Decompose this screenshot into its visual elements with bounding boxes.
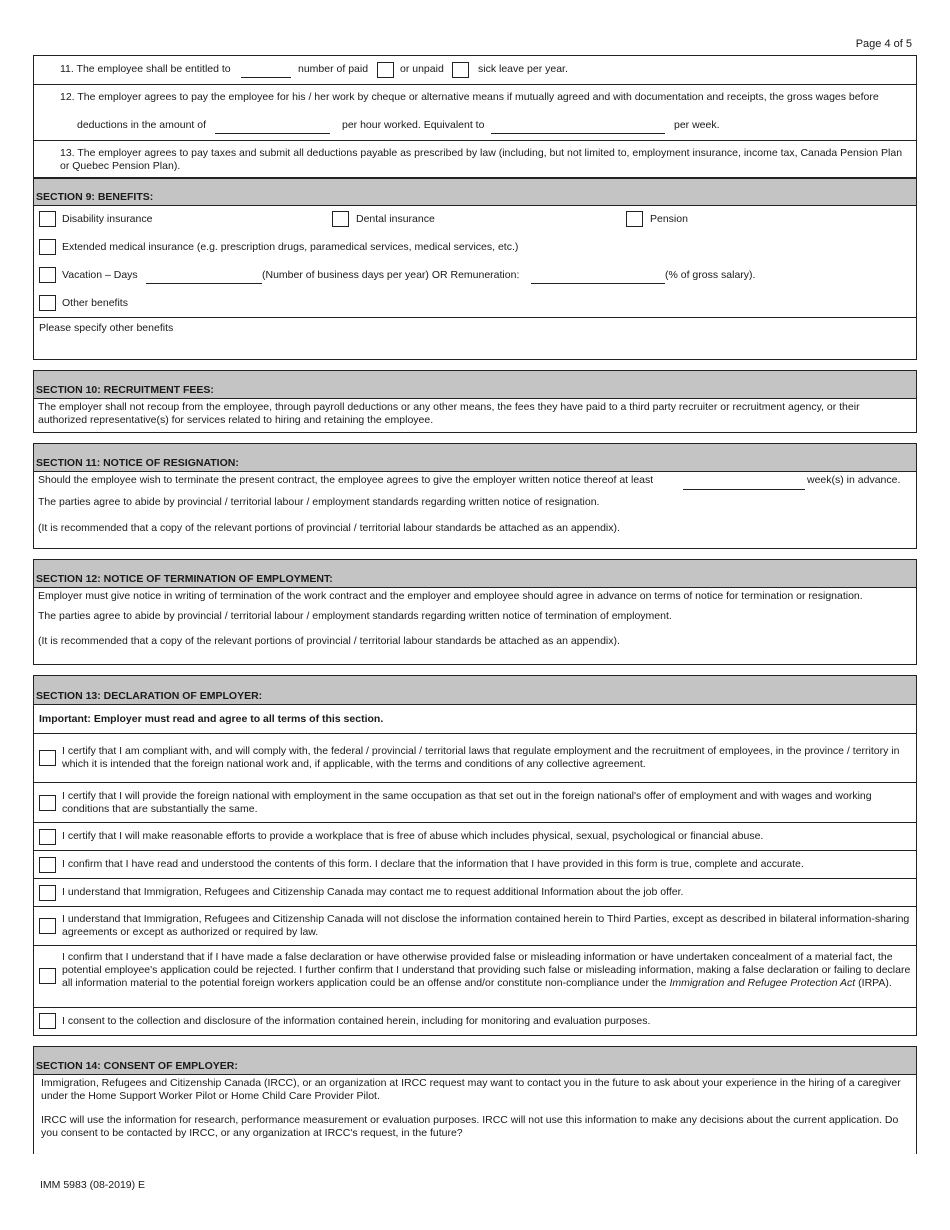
page-number: Page 4 of 5 <box>855 38 912 50</box>
item-12-deductions-label: deductions in the amount of <box>77 119 207 131</box>
extended-medical-checkbox[interactable] <box>39 239 56 255</box>
hourly-wage-field[interactable] <box>215 133 330 134</box>
section-11-box <box>33 443 917 549</box>
resignation-notice-text: Should the employee wish to terminate the present contract, the employee agrees to give the employer written notice thereof at least <box>38 474 654 486</box>
irpa-abbr: (IRPA). <box>855 977 892 989</box>
resignation-weeks-label: week(s) in advance. <box>807 474 901 486</box>
declaration-checkbox-5[interactable] <box>39 885 56 901</box>
section-9-header: SECTION 9: BENEFITS: <box>34 179 916 206</box>
dental-insurance-checkbox[interactable] <box>332 211 349 227</box>
disability-insurance-checkbox[interactable] <box>39 211 56 227</box>
pension-checkbox[interactable] <box>626 211 643 227</box>
declaration-text-6: I understand that Immigration, Refugees and Citizenship Canada will not disclose the information contained herein to Third Parties, except as described in bilateral information-sharing agreements or except as authorized or required by law. <box>62 913 910 938</box>
section-10-header: SECTION 10: RECRUITMENT FEES: <box>34 371 916 399</box>
disability-insurance-label: Disability insurance <box>62 213 153 225</box>
termination-notice-text: Employer must give notice in writing of termination of the work contract and the employer and employee should agree in advance on terms of notice for termination or resignation. <box>38 590 863 602</box>
declaration-checkbox-1[interactable] <box>39 750 56 766</box>
termination-appendix-text: (It is recommended that a copy of the relevant portions of provincial / territorial labour standards be attached as an appendix). <box>38 635 620 647</box>
item-12-text: 12. The employer agrees to pay the employee for his / her work by cheque or alternative means if mutually agreed and with documentation and receipts, the gross wages before <box>60 91 879 103</box>
section-10-box <box>33 370 917 433</box>
sick-leave-days-field[interactable] <box>241 77 291 78</box>
section-14-header: SECTION 14: CONSENT OF EMPLOYER: <box>34 1047 916 1075</box>
unpaid-sick-leave-checkbox[interactable] <box>452 62 469 78</box>
declaration-text-8: I consent to the collection and disclosure of the information contained herein, including for monitoring and evaluation purposes. <box>62 1015 651 1027</box>
vacation-remuneration-field[interactable] <box>531 283 665 284</box>
vacation-days-field[interactable] <box>146 283 262 284</box>
resignation-weeks-field[interactable] <box>683 489 805 490</box>
declaration-checkbox-6[interactable] <box>39 918 56 934</box>
weekly-wage-field[interactable] <box>491 133 665 134</box>
item-12-per-hour-label: per hour worked. Equivalent to <box>342 119 485 131</box>
item-11-unpaid-label: or unpaid <box>400 63 444 75</box>
resignation-standards-text: The parties agree to abide by provincial / territorial labour / employment standards regarding written notice of resignation. <box>38 496 600 508</box>
extended-medical-label: Extended medical insurance (e.g. prescription drugs, paramedical services, medical services, etc.) <box>62 241 519 253</box>
other-benefits-input[interactable] <box>35 335 915 357</box>
declaration-checkbox-2[interactable] <box>39 795 56 811</box>
declaration-text-2: I certify that I will provide the foreign national with employment in the same occupation as that set out in the foreign national's offer of employment and with wages and working conditions that are substantially the same. <box>62 790 872 815</box>
declaration-checkbox-8[interactable] <box>39 1013 56 1029</box>
other-benefits-label: Other benefits <box>62 297 128 309</box>
consent-para-1: Immigration, Refugees and Citizenship Canada (IRCC), or an organization at IRCC request may want to contact you in the future to ask about your experience in the hiring of a caregiver under the Home Support Worker Pilot or Home Child Care Provider Pilot. <box>41 1077 901 1102</box>
declaration-text-4: I confirm that I have read and understood the contents of this form. I declare that the information that I have provided in this form is true, complete and accurate. <box>62 858 804 870</box>
section-13-header: SECTION 13: DECLARATION OF EMPLOYER: <box>34 676 916 705</box>
section-11-header: SECTION 11: NOTICE OF RESIGNATION: <box>34 444 916 472</box>
item-11-suffix: sick leave per year. <box>478 63 568 75</box>
declaration-text-1: I certify that I am compliant with, and will comply with, the federal / provincial / territorial laws that regulate employment and the recruitment of employees, in the province / territory in which it is intended that the foreign national work and, if applicable, with the terms and conditions of any collective agreement. <box>62 745 900 770</box>
section-14-box <box>33 1046 917 1154</box>
termination-standards-text: The parties agree to abide by provincial / territorial labour / employment standards regarding written notice of termination of employment. <box>38 610 672 622</box>
item-13-text: 13. The employer agrees to pay taxes and submit all deductions payable as prescribed by law (including, but not limited to, employment insurance, income tax, Canada Pension Plan or Quebec Pension Plan). <box>60 147 903 172</box>
section-13-box <box>33 675 917 1036</box>
vacation-mid-label: (Number of business days per year) OR Remuneration: <box>262 269 520 281</box>
paid-sick-leave-checkbox[interactable] <box>377 62 394 78</box>
dental-insurance-label: Dental insurance <box>356 213 435 225</box>
section-12-header: SECTION 12: NOTICE OF TERMINATION OF EMPLOYMENT: <box>34 560 916 588</box>
form-code: IMM 5983 (08-2019) E <box>40 1179 146 1191</box>
section-13-important: Important: Employer must read and agree to all terms of this section. <box>39 713 384 725</box>
other-benefits-checkbox[interactable] <box>39 295 56 311</box>
vacation-suffix-label: (% of gross salary). <box>665 269 756 281</box>
item-11-paid-label: number of paid <box>298 63 369 75</box>
declaration-checkbox-4[interactable] <box>39 857 56 873</box>
vacation-checkbox[interactable] <box>39 267 56 283</box>
declaration-text-7: I confirm that I understand that if I have made a false declaration or have otherwise provided false or misleading information or have undertaken concealment of a material fact, the potential employee's application could be rejected. I further confirm that I understand that providing such false or misleading information, making a false declaration or failing to declare all information material to the potential foreign workers application could be an offense and/or constitute non-compliance under the Immigration and Refugee Protection Act (IRPA). <box>62 951 911 989</box>
vacation-label: Vacation – Days <box>62 269 138 281</box>
declaration-text-5: I understand that Immigration, Refugees and Citizenship Canada may contact me to request additional Information about the job offer. <box>62 886 684 898</box>
declaration-checkbox-3[interactable] <box>39 829 56 845</box>
irpa-title: Immigration and Refugee Protection Act <box>669 977 856 989</box>
pension-label: Pension <box>650 213 688 225</box>
declaration-checkbox-7[interactable] <box>39 968 56 984</box>
section-9-box <box>33 178 917 360</box>
specify-other-benefits-label: Please specify other benefits <box>39 322 174 334</box>
section-12-box <box>33 559 917 665</box>
consent-para-2: IRCC will use the information for research, performance measurement or evaluation purposes. IRCC will not use this information to make any decisions about the current application. Do you consent to be contacted by IRCC, or any organization at IRCC's request, in the future? <box>41 1114 899 1139</box>
employment-terms-box <box>33 55 917 178</box>
recruitment-fees-text: The employer shall not recoup from the employee, through payroll deductions or any other means, the fees they have paid to a third party recruiter or recruitment agency, or their authorized representative(s) for services related to hiring and retaining the employee. <box>38 401 860 426</box>
item-11-prefix: 11. The employee shall be entitled to <box>60 63 231 75</box>
resignation-appendix-text: (It is recommended that a copy of the relevant portions of provincial / territorial labour standards be attached as an appendix). <box>38 522 620 534</box>
item-12-per-week-label: per week. <box>674 119 720 131</box>
declaration-text-3: I certify that I will make reasonable efforts to provide a workplace that is free of abuse which includes physical, sexual, psychological or financial abuse. <box>62 830 764 842</box>
